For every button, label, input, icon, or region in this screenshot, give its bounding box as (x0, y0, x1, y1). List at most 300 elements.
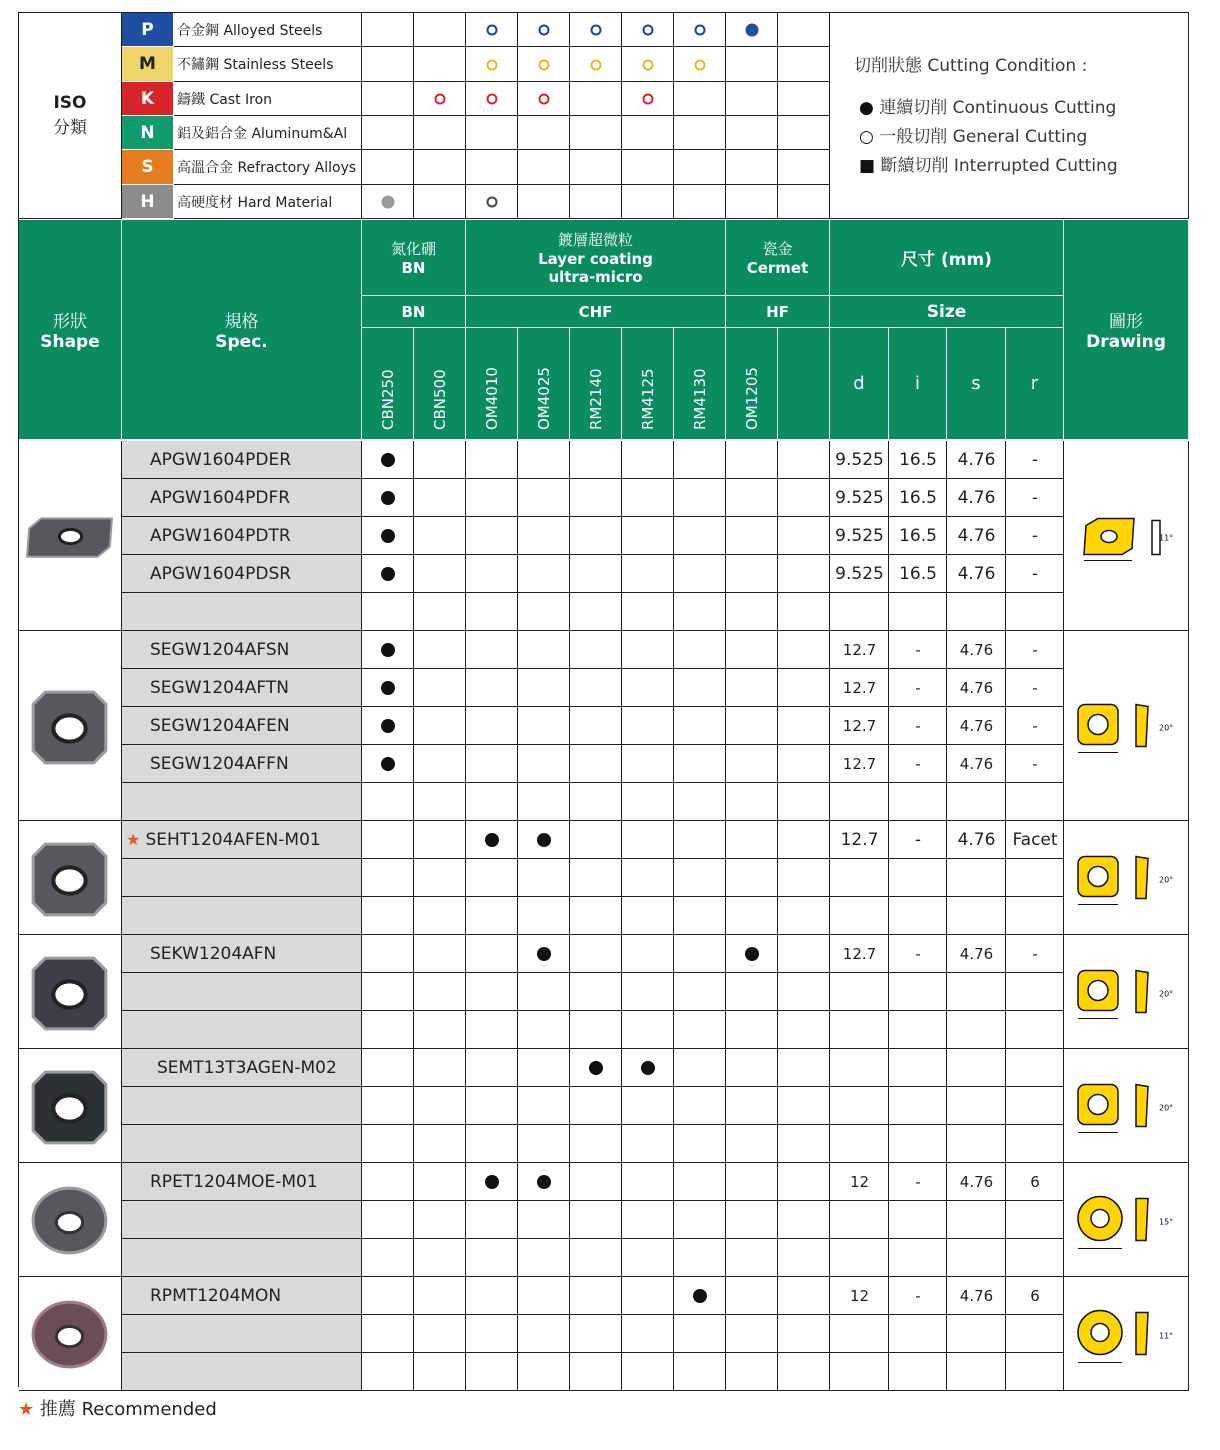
spec-code: APGW1604PDTR (150, 525, 291, 546)
dim-header-i: i (889, 328, 947, 440)
iso-grade-cell (726, 185, 778, 219)
grade-cell (622, 555, 674, 593)
grade-cell (778, 1125, 830, 1163)
grade-cell (726, 631, 778, 669)
iso-grade-cell (414, 13, 466, 47)
shape-header-text: 形狀 Shape (40, 312, 100, 352)
iso-grade-cell (518, 150, 570, 185)
grade-cell (726, 1277, 778, 1315)
grade-name: OM4025 (534, 367, 553, 430)
iso-grade-cell (726, 150, 778, 185)
star-icon: ★ (18, 1399, 35, 1420)
dim-cell-d (830, 631, 889, 669)
spec-cell (122, 593, 362, 631)
iso-material-label: 高溫合金 Refractory Alloys (174, 150, 362, 185)
grade-cell (466, 479, 518, 517)
continuous-cutting-mark (381, 719, 395, 733)
spec-cell (122, 745, 362, 783)
dim-cell-i (889, 745, 947, 783)
grade-cell (622, 441, 674, 479)
iso-grade-cell (466, 150, 518, 185)
grade-cell (778, 973, 830, 1011)
recommended-note (18, 1395, 217, 1421)
grade-cell (466, 1049, 518, 1087)
semt-insert-drawing (1064, 1049, 1187, 1162)
dim-value-d: 12.7 (842, 640, 877, 659)
iso-grade-cell (726, 82, 778, 116)
coating-group-header: 鍍層超微粒 Layer coating ultra-micro (466, 220, 726, 296)
dim-value-r: - (1032, 678, 1038, 697)
general-cutting-mark (591, 25, 602, 36)
grade-header-om1205 (726, 328, 778, 440)
spec-cell (122, 897, 362, 935)
grade-cell (674, 1315, 726, 1353)
spec-cell (122, 441, 362, 479)
grade-cell (414, 593, 466, 631)
dim-value-d: 12 (849, 1172, 870, 1191)
grade-cell (414, 441, 466, 479)
iso-grade-cell (778, 82, 830, 116)
spec-cell (122, 935, 362, 973)
legend-item-label: 連續切削 Continuous Cutting (879, 98, 1117, 118)
grade-cell (518, 973, 570, 1011)
dim-cell-r (1006, 1201, 1064, 1239)
dim-cell-i (889, 821, 947, 859)
iso-grade-cell (362, 116, 414, 150)
spec-cell (122, 1239, 362, 1277)
iso-grade-cell (726, 47, 778, 82)
general-cutting-mark (695, 59, 706, 70)
dim-cell-d (830, 555, 889, 593)
drawing-cell (1064, 935, 1189, 1049)
grade-cell (414, 669, 466, 707)
continuous-cutting-mark (381, 681, 395, 695)
grade-cell (622, 707, 674, 745)
grade-cell (622, 517, 674, 555)
shape-image-cell (19, 1277, 122, 1391)
dim-value-s: 4.76 (957, 829, 996, 850)
dim-cell-i (889, 669, 947, 707)
dim-cell-i (889, 1049, 947, 1087)
dim-cell-d (830, 1011, 889, 1049)
grade-cell (622, 935, 674, 973)
grade-cell (778, 669, 830, 707)
grade-cell (414, 1353, 466, 1391)
spec-cell (122, 517, 362, 555)
dim-cell-r (1006, 821, 1064, 859)
drawing-cell (1064, 1049, 1189, 1163)
continuous-cutting-mark (746, 24, 759, 37)
legend-item (859, 122, 1188, 151)
grade-cell (570, 821, 622, 859)
cermet-group-header: 瓷金 Cermet (726, 220, 830, 296)
drawing-cell (1064, 1163, 1189, 1277)
grade-cell (674, 669, 726, 707)
grade-cell (726, 593, 778, 631)
grade-cell (414, 745, 466, 783)
iso-material-label: 高硬度材 Hard Material (174, 185, 362, 219)
grade-cell (518, 1049, 570, 1087)
dim-cell-d (830, 1087, 889, 1125)
iso-code-h: H (122, 185, 174, 219)
hollow-circle-icon: ○ (859, 127, 880, 147)
grade-cell (778, 1277, 830, 1315)
dim-cell-i (889, 1201, 947, 1239)
iso-grade-cell (362, 82, 414, 116)
dim-cell-r (1006, 1087, 1064, 1125)
grade-cell (414, 1011, 466, 1049)
grade-cell (362, 1125, 414, 1163)
grade-cell (518, 859, 570, 897)
star-icon: ★ (126, 829, 146, 849)
filled-circle-icon: ● (859, 98, 880, 118)
dim-cell-d (830, 441, 889, 479)
grade-cell (570, 783, 622, 821)
dim-value-d: 9.525 (835, 525, 884, 546)
dim-value-s: 4.76 (959, 716, 994, 735)
dim-value-r: - (1032, 754, 1038, 773)
grade-cell (466, 555, 518, 593)
dim-cell-s (947, 517, 1006, 555)
dim-cell-r (1006, 517, 1064, 555)
grade-cell (570, 707, 622, 745)
grade-header-rm4130 (674, 328, 726, 440)
dim-cell-s (947, 1087, 1006, 1125)
iso-code-m: M (122, 47, 174, 82)
grade-cell (570, 1315, 622, 1353)
iso-grade-cell (674, 82, 726, 116)
spec-cell (122, 783, 362, 821)
dim-cell-d (830, 973, 889, 1011)
grade-cell (414, 821, 466, 859)
grade-cell (518, 1353, 570, 1391)
grade-cell (518, 1239, 570, 1277)
grade-cell (778, 745, 830, 783)
grade-cell (466, 783, 518, 821)
segw-insert-drawing (1064, 631, 1187, 820)
spec-cell (122, 1049, 362, 1087)
grade-cell (518, 517, 570, 555)
iso-material-label: 鋁及鋁合金 Aluminum&Al (174, 116, 362, 150)
dim-cell-s (947, 479, 1006, 517)
grade-cell (466, 707, 518, 745)
grade-cell (362, 593, 414, 631)
dim-cell-i (889, 859, 947, 897)
dim-value-d: 12.7 (842, 944, 877, 963)
spec-header (122, 220, 362, 440)
grade-cell (622, 821, 674, 859)
grade-cell (674, 1049, 726, 1087)
grade-cell (414, 1239, 466, 1277)
grade-cell (518, 555, 570, 593)
grade-cell (726, 859, 778, 897)
dim-cell-r (1006, 669, 1064, 707)
dim-cell-s (947, 935, 1006, 973)
dim-cell-i (889, 1163, 947, 1201)
grade-cell (778, 593, 830, 631)
grade-cell (466, 1011, 518, 1049)
iso-code-n: N (122, 116, 174, 150)
grade-cell (674, 1125, 726, 1163)
grade-cell (362, 1315, 414, 1353)
dim-cell-d (830, 1163, 889, 1201)
dim-value-r: - (1031, 487, 1039, 508)
grade-cell (414, 1049, 466, 1087)
grade-cell (362, 1201, 414, 1239)
recommended-label: 推薦 Recommended (39, 1399, 217, 1420)
spec-cell (122, 973, 362, 1011)
dim-header-s: s (947, 328, 1006, 440)
dim-value-r: - (1032, 716, 1038, 735)
dim-cell-i (889, 517, 947, 555)
spec-code: ★ SEHT1204AFEN-M01 (126, 829, 321, 850)
dim-cell-i (889, 707, 947, 745)
grade-cell (726, 1011, 778, 1049)
grade-cell (414, 1201, 466, 1239)
grade-cell (362, 1277, 414, 1315)
dim-cell-s (947, 631, 1006, 669)
spec-code: SEGW1204AFSN (150, 639, 290, 660)
dim-cell-d (830, 783, 889, 821)
grade-cell (362, 1049, 414, 1087)
grade-cell (726, 1239, 778, 1277)
grade-cell (726, 707, 778, 745)
iso-grade-cell (466, 116, 518, 150)
dim-cell-s (947, 1125, 1006, 1163)
drawing-header: 圖形 Drawing (1064, 220, 1189, 440)
shape-image-cell (19, 441, 122, 631)
grade-cell (362, 897, 414, 935)
grade-cell (622, 1125, 674, 1163)
size-group-header: 尺寸 (mm) (830, 220, 1064, 296)
grade-cell (674, 935, 726, 973)
grade-cell (362, 1163, 414, 1201)
shape-image-cell (19, 1163, 122, 1277)
iso-grade-cell (362, 13, 414, 47)
iso-material-label: 合金鋼 Alloyed Steels (174, 13, 362, 47)
grade-cell (570, 745, 622, 783)
grade-cell (674, 1087, 726, 1125)
filled-square-icon: ■ (859, 156, 881, 176)
dim-cell-s (947, 859, 1006, 897)
sub-hf: HF (726, 296, 830, 328)
grade-cell (570, 555, 622, 593)
dim-cell-r (1006, 1163, 1064, 1201)
iso-grade-cell (570, 185, 622, 219)
grade-cell (414, 783, 466, 821)
grade-cell (466, 1315, 518, 1353)
drawing-angle-label: 15° (1159, 1217, 1174, 1227)
dim-value-i: 16.5 (899, 487, 937, 508)
dim-cell-i (889, 1277, 947, 1315)
grade-cell (674, 821, 726, 859)
grade-cell (466, 859, 518, 897)
grade-cell (778, 1239, 830, 1277)
dim-value-d: 9.525 (835, 563, 884, 584)
spec-cell (122, 631, 362, 669)
grade-cell (570, 1277, 622, 1315)
dim-value-s: 4.76 (959, 678, 994, 697)
continuous-cutting-mark (381, 643, 395, 657)
grade-cell (674, 441, 726, 479)
iso-grade-cell (778, 116, 830, 150)
dim-value-i: 16.5 (899, 563, 937, 584)
spec-code: APGW1604PDSR (150, 563, 292, 584)
seht-insert-photo (19, 821, 120, 934)
grade-cell (466, 1125, 518, 1163)
dim-cell-d (830, 517, 889, 555)
grade-cell (778, 441, 830, 479)
spec-code: RPET1204MOE-M01 (150, 1171, 318, 1192)
general-cutting-mark (643, 94, 654, 105)
dim-cell-s (947, 821, 1006, 859)
dim-cell-i (889, 973, 947, 1011)
dim-cell-r (1006, 973, 1064, 1011)
grade-cell (518, 631, 570, 669)
grade-cell (622, 897, 674, 935)
grade-cell (778, 555, 830, 593)
dim-cell-r (1006, 593, 1064, 631)
dim-value-d: 12.7 (840, 829, 879, 850)
grade-cell (518, 479, 570, 517)
spec-cell (122, 479, 362, 517)
grade-cell (674, 1239, 726, 1277)
dim-value-d: 12.7 (842, 716, 877, 735)
grade-cell (674, 555, 726, 593)
dim-value-s: 4.76 (959, 640, 994, 659)
spec-cell (122, 1163, 362, 1201)
spec-code: SEMT13T3AGEN-M02 (157, 1057, 337, 1078)
dim-cell-d (830, 859, 889, 897)
dim-value-s: 4.76 (957, 525, 996, 546)
grade-cell (362, 783, 414, 821)
iso-label-cell (19, 13, 122, 219)
product-table (18, 12, 1189, 1387)
grade-cell (466, 935, 518, 973)
grade-cell (726, 1201, 778, 1239)
dim-cell-d (830, 897, 889, 935)
legend-item-label: 一般切削 General Cutting (879, 127, 1088, 147)
drawing-angle-label: 11° (1159, 533, 1174, 543)
dim-cell-i (889, 1353, 947, 1391)
grade-cell (622, 1277, 674, 1315)
iso-grade-cell (570, 150, 622, 185)
dim-cell-i (889, 1087, 947, 1125)
continuous-cutting-mark (382, 196, 395, 209)
iso-grade-cell (414, 47, 466, 82)
drawing-angle-label: 20° (1159, 723, 1174, 733)
grade-header-om4025 (518, 328, 570, 440)
grade-cell (726, 517, 778, 555)
iso-grade-cell (414, 150, 466, 185)
shape-image-cell (19, 821, 122, 935)
iso-grade-cell (622, 185, 674, 219)
spec-code: SEGW1204AFFN (150, 753, 289, 774)
grade-header-empty (778, 328, 830, 440)
grade-cell (466, 1201, 518, 1239)
apgw-insert-drawing (1064, 441, 1187, 630)
grade-cell (362, 859, 414, 897)
dim-value-i: - (915, 1172, 921, 1191)
iso-grade-cell (778, 150, 830, 185)
grade-cell (726, 783, 778, 821)
spec-cell (122, 669, 362, 707)
grade-cell (518, 669, 570, 707)
dim-cell-d (830, 1315, 889, 1353)
general-cutting-mark (695, 25, 706, 36)
rpmt-insert-drawing (1064, 1277, 1187, 1390)
rpmt-insert-photo (19, 1277, 120, 1390)
spec-code: APGW1604PDER (150, 449, 292, 470)
dim-cell-r (1006, 707, 1064, 745)
grade-cell (622, 593, 674, 631)
grade-cell (622, 1011, 674, 1049)
grade-cell (518, 441, 570, 479)
dim-cell-s (947, 1011, 1006, 1049)
dim-value-s: 4.76 (959, 944, 994, 963)
dim-value-i: - (915, 944, 921, 963)
continuous-cutting-mark (537, 833, 551, 847)
continuous-cutting-mark (381, 453, 395, 467)
iso-title: ISO (53, 93, 87, 113)
apgw-insert-photo (19, 441, 120, 630)
dim-value-s: 4.76 (959, 1172, 994, 1191)
continuous-cutting-mark (641, 1061, 655, 1075)
grade-cell (674, 707, 726, 745)
continuous-cutting-mark (485, 833, 499, 847)
continuous-cutting-mark (745, 947, 759, 961)
dim-cell-r (1006, 783, 1064, 821)
grade-cell (778, 517, 830, 555)
grade-cell (726, 669, 778, 707)
dim-value-i: - (914, 829, 922, 850)
grade-cell (622, 1353, 674, 1391)
grade-cell (570, 1163, 622, 1201)
bn-group-header: 氮化硼 BN (362, 220, 466, 296)
legend-item (859, 151, 1188, 180)
grade-cell (778, 479, 830, 517)
iso-grade-cell (570, 116, 622, 150)
spec-cell (122, 859, 362, 897)
dim-value-r: - (1031, 449, 1039, 470)
dim-cell-i (889, 935, 947, 973)
iso-material-label: 鑄鐵 Cast Iron (174, 82, 362, 116)
iso-grade-cell (674, 185, 726, 219)
grade-cell (570, 935, 622, 973)
dim-cell-s (947, 897, 1006, 935)
grade-cell (674, 783, 726, 821)
dim-cell-d (830, 821, 889, 859)
spec-cell (122, 1277, 362, 1315)
general-cutting-mark (487, 197, 498, 208)
dim-cell-s (947, 1201, 1006, 1239)
grade-cell (778, 821, 830, 859)
continuous-cutting-mark (537, 1175, 551, 1189)
dim-cell-r (1006, 1277, 1064, 1315)
grade-cell (778, 631, 830, 669)
grade-cell (726, 1087, 778, 1125)
grade-cell (518, 783, 570, 821)
spec-cell (122, 1125, 362, 1163)
grade-cell (622, 1087, 674, 1125)
grade-cell (570, 859, 622, 897)
iso-grade-cell (518, 185, 570, 219)
grade-cell (414, 1277, 466, 1315)
dim-value-i: - (915, 754, 921, 773)
grade-cell (466, 517, 518, 555)
dim-cell-s (947, 1315, 1006, 1353)
dim-header-d: d (830, 328, 889, 440)
